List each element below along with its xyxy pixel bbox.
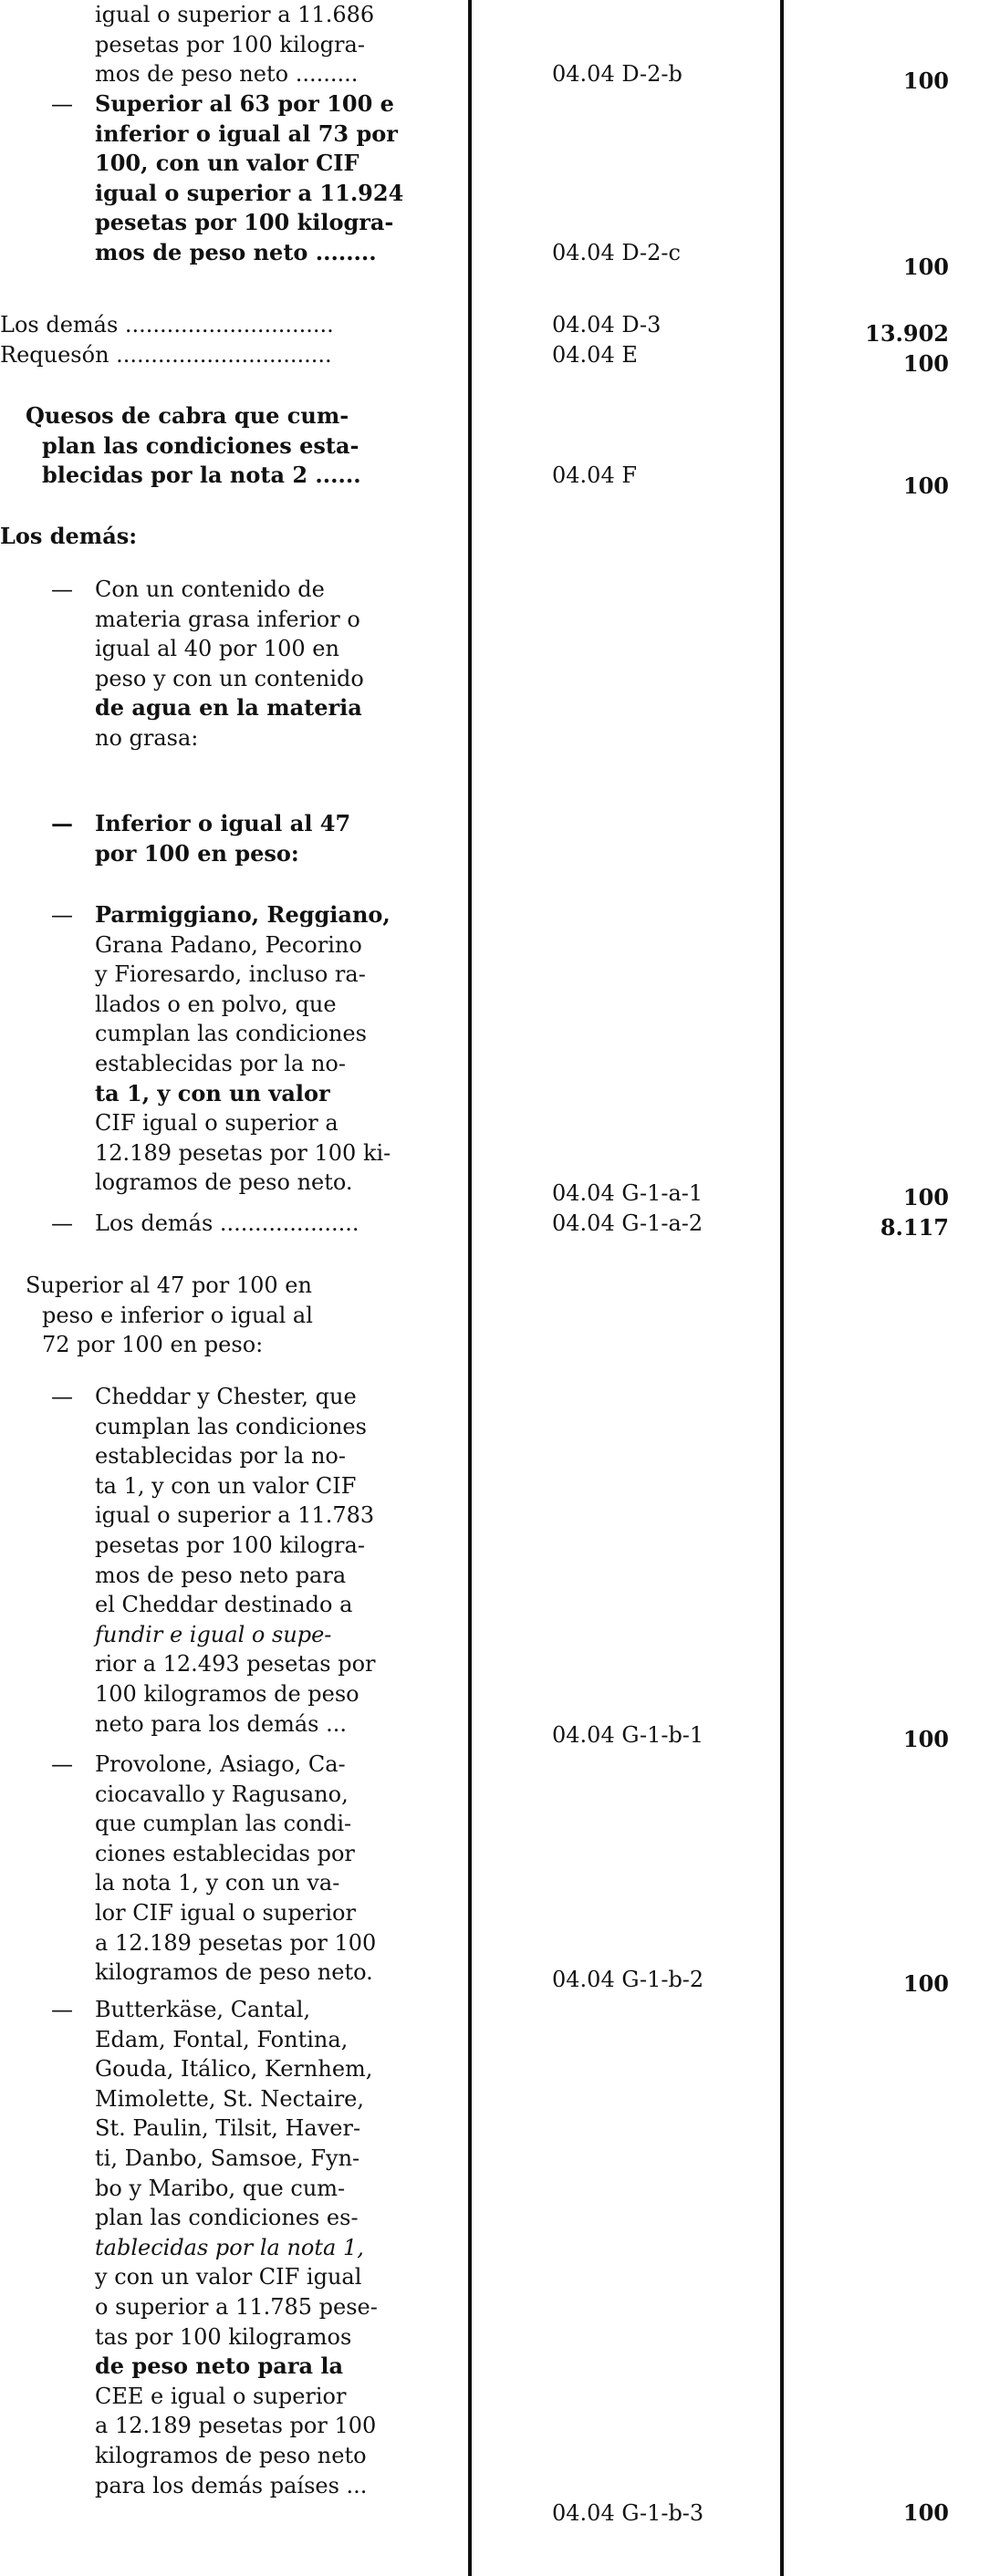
row-desc-line: ta 1, y con un valor CIF	[95, 1472, 357, 1499]
duty-value: 100	[902, 1970, 949, 1997]
dash-bullet: —	[51, 1210, 73, 1236]
row-desc-line: Parmiggiano, Reggiano,	[95, 901, 391, 928]
tariff-code: 04.04 G-1-b-2	[552, 1967, 704, 1992]
row-desc	[0, 1271, 461, 1360]
dash-bullet: —	[51, 1751, 73, 1777]
row-desc-line: materia grasa inferior o	[95, 606, 360, 632]
row-desc-line: y con un valor CIF igual	[95, 2264, 362, 2290]
row-desc-line: inferior o igual al 73 por	[95, 119, 398, 147]
row-desc-line: rior a 12.493 pesetas por	[95, 1651, 376, 1678]
tariff-code: 04.04 D-2-c	[552, 240, 681, 265]
row-desc-line: pesetas por 100 kilogra-	[95, 1532, 365, 1558]
row-desc-line: no grasa:	[95, 724, 199, 751]
row-desc-line: tas por 100 kilogramos	[95, 2323, 352, 2350]
row-desc-line: de peso neto para la	[95, 2353, 344, 2380]
duty-value: 8.117	[880, 1214, 949, 1241]
row-desc-line: y Fioresardo, incluso ra-	[95, 961, 366, 988]
row-desc-line: kilogramos de peso neto.	[95, 1959, 373, 1986]
dash-bullet: —	[51, 810, 73, 836]
row-desc-line: 100, con un valor CIF	[95, 150, 359, 177]
row-desc-line: o superior a 11.785 pese-	[95, 2293, 378, 2320]
row-desc-line: el Cheddar destinado a	[95, 1592, 353, 1618]
row-desc-line: Los demás ....................	[95, 1210, 359, 1236]
row-desc-line: mos de peso neto ........	[95, 238, 377, 265]
row-desc-line: ciocavallo y Ragusano,	[95, 1781, 349, 1807]
row-desc-line: Con un contenido de	[95, 576, 325, 602]
duty-value: 100	[902, 1726, 949, 1752]
row-desc-line: ta 1, y con un valor	[95, 1079, 330, 1106]
dash-bullet: —	[51, 902, 73, 928]
dash-bullet: —	[51, 1997, 73, 2022]
duty-value: 13.902	[865, 320, 949, 347]
row-desc-line: pesetas por 100 kilogra-	[95, 209, 394, 236]
dash-bullet: —	[51, 1384, 73, 1409]
row-desc-line: la nota 1, y con un va-	[95, 1870, 340, 1896]
row-desc-line: 72 por 100 en peso:	[42, 1332, 264, 1358]
row-desc-line: neto para los demás ...	[95, 1710, 347, 1737]
row-desc-line: fundir e igual o supe-	[95, 1621, 332, 1647]
row-desc-line: 12.189 pesetas por 100 ki-	[95, 1139, 391, 1166]
row-desc-line: ciones establecidas por	[95, 1840, 355, 1866]
dash-bullet: —	[51, 576, 73, 602]
tariff-code: 04.04 D-2-b	[552, 61, 682, 87]
row-desc-line: establecidas por la no-	[95, 1050, 346, 1076]
duty-value: 100	[902, 1184, 949, 1210]
row-desc-line: para los demás países ...	[95, 2472, 368, 2498]
tariff-code: 04.04 G-1-b-1	[552, 1722, 704, 1748]
row-desc-line: lor CIF igual o superior	[95, 1899, 356, 1926]
row-desc-line: blecidas por la nota 2 ......	[42, 462, 361, 489]
duty-value: 100	[902, 254, 949, 280]
section-heading: Los demás:	[0, 523, 138, 549]
row-desc-line: kilogramos de peso neto	[95, 2442, 367, 2468]
duty-value: 100	[902, 350, 949, 377]
row-desc-line: Provolone, Asiago, Ca-	[95, 1751, 346, 1777]
row-desc	[0, 401, 461, 491]
row-desc-line: a 12.189 pesetas por 100	[95, 1929, 377, 1956]
row-desc-line: Cheddar y Chester, que	[95, 1384, 357, 1409]
tariff-code: 04.04 F	[552, 462, 637, 488]
row-desc-line: plan las condiciones esta-	[42, 431, 359, 459]
row-desc-line: Mimolette, St. Nectaire,	[95, 2085, 365, 2112]
column-rule-right	[780, 0, 784, 2576]
row-desc-line: plan las condiciones es-	[95, 2205, 359, 2231]
duty-value: 100	[902, 68, 949, 94]
tariff-code: 04.04 G-1-a-1	[552, 1180, 703, 1206]
row-desc-line: igual o superior a 11.924	[95, 179, 404, 206]
row-desc-line: Superior al 63 por 100 e	[95, 90, 394, 117]
row-desc-line: que cumplan las condi-	[95, 1811, 352, 1837]
row-desc-line: mos de peso neto .........	[95, 61, 359, 88]
row-desc-line: por 100 en peso:	[95, 839, 299, 867]
row-desc-line: cumplan las condiciones	[95, 1021, 367, 1047]
row-desc-line: St. Paulin, Tilsit, Haver-	[95, 2115, 361, 2142]
row-desc-line: bo y Maribo, que cum-	[95, 2175, 346, 2201]
row-desc-line: a 12.189 pesetas por 100	[95, 2413, 377, 2439]
row-desc-line: peso y con un contenido	[95, 665, 364, 691]
row-desc-line: cumplan las condiciones	[95, 1413, 367, 1439]
row-desc-line: igual o superior a 11.686	[95, 2, 375, 27]
tariff-code: 04.04 D-3	[552, 312, 661, 338]
row-desc-line: ti, Danbo, Samsoe, Fyn-	[95, 2145, 360, 2171]
tariff-code: 04.04 G-1-b-3	[552, 2500, 704, 2526]
row-desc-line: 100 kilogramos de peso	[95, 1680, 359, 1707]
dash-bullet: —	[51, 91, 73, 117]
row-desc-line: Superior al 47 por 100 en	[26, 1272, 312, 1298]
row-desc: Los demás ..............................	[0, 312, 334, 338]
duty-value: 100	[902, 2499, 949, 2526]
tariff-code: 04.04 G-1-a-2	[552, 1210, 703, 1236]
row-desc-line: Quesos de cabra que cum-	[26, 402, 349, 429]
row-desc-line: peso e inferior o igual al	[42, 1302, 313, 1328]
row-desc-line: tablecidas por la nota 1,	[95, 2234, 364, 2260]
tariff-code: 04.04 E	[552, 342, 638, 368]
row-desc-line: llados o en polvo, que	[95, 991, 337, 1017]
row-desc-line: de agua en la materia	[95, 694, 362, 722]
row-desc-line: pesetas por 100 kilogra-	[95, 31, 365, 57]
row-desc-line: igual o superior a 11.783	[95, 1502, 375, 1529]
row-desc-line: CIF igual o superior a	[95, 1110, 339, 1137]
column-rule-left	[468, 0, 472, 2576]
row-desc-line: Butterkäse, Cantal,	[95, 1997, 311, 2022]
row-desc-line: logramos de peso neto.	[95, 1169, 353, 1196]
row-desc-line: igual al 40 por 100 en	[95, 636, 339, 662]
row-desc-line: establecidas por la no-	[95, 1443, 346, 1470]
row-desc-line: Grana Padano, Pecorino	[95, 931, 362, 958]
row-desc: Requesón ...............................	[0, 342, 332, 368]
row-desc-line: Edam, Fontal, Fontina,	[95, 2026, 349, 2052]
row-desc-line: Gouda, Itálico, Kernhem,	[95, 2056, 373, 2083]
row-desc-line: Inferior o igual al 47	[95, 810, 351, 836]
row-desc-line: CEE e igual o superior	[95, 2383, 347, 2409]
duty-value: 100	[902, 473, 949, 499]
row-desc-line: mos de peso neto para	[95, 1562, 347, 1588]
